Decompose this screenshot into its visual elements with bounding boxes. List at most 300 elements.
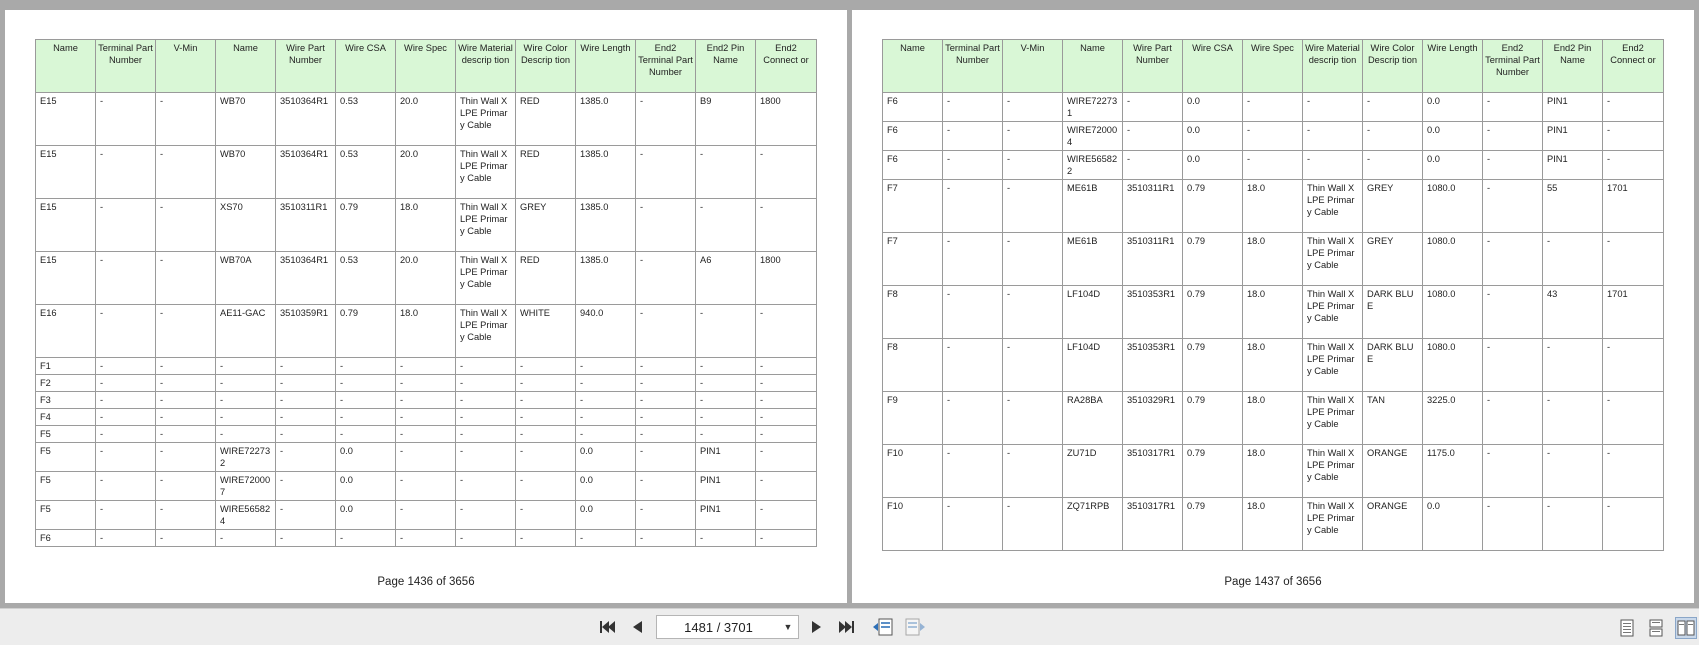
table-cell: WIRE722731 (1063, 93, 1123, 122)
table-cell: - (1543, 445, 1603, 498)
table-cell: - (576, 409, 636, 426)
table-cell: 1080.0 (1423, 286, 1483, 339)
table-header-row (36, 40, 817, 93)
table-cell: Thin Wall XLPE Primary Cable (456, 93, 516, 146)
table-cell: - (276, 375, 336, 392)
column-header: Wire Material descrip tion (456, 40, 516, 93)
table-cell: - (156, 93, 216, 146)
column-header: V-Min (1003, 40, 1063, 93)
table-cell: 18.0 (396, 199, 456, 252)
table-cell: - (636, 146, 696, 199)
table-cell: PIN1 (696, 472, 756, 501)
column-header: End2 Terminal Part Number (1483, 40, 1543, 93)
table-cell: 3510364R1 (276, 93, 336, 146)
table-cell: - (1603, 392, 1664, 445)
page-1436 (5, 10, 847, 603)
table-cell: - (456, 530, 516, 547)
table-cell: - (396, 530, 456, 547)
table-cell: Thin Wall XLPE Primary Cable (456, 199, 516, 252)
table-cell: 3510364R1 (276, 252, 336, 305)
table-cell: - (636, 472, 696, 501)
table-cell: Thin Wall XLPE Primary Cable (1303, 180, 1363, 233)
table-cell: - (96, 409, 156, 426)
table-cell: 0.53 (336, 252, 396, 305)
table-cell: 1385.0 (576, 93, 636, 146)
table-cell: WB70 (216, 146, 276, 199)
table-cell: 1701 (1603, 180, 1664, 233)
table-cell: F5 (36, 426, 96, 443)
table-cell: 3510353R1 (1123, 286, 1183, 339)
table-cell: - (756, 392, 817, 409)
table-cell: ORANGE (1363, 445, 1423, 498)
table-cell: - (96, 199, 156, 252)
table-cell: 1175.0 (1423, 445, 1483, 498)
table-row (36, 426, 817, 443)
last-page-icon[interactable] (836, 617, 858, 637)
table-row (883, 445, 1664, 498)
table-cell: 1385.0 (576, 199, 636, 252)
table-row (36, 530, 817, 547)
table-cell: - (456, 472, 516, 501)
table-cell: - (576, 392, 636, 409)
column-header: Wire Color Descrip tion (1363, 40, 1423, 93)
table-cell: - (96, 305, 156, 358)
table-cell: - (943, 122, 1003, 151)
table-cell: ZU71D (1063, 445, 1123, 498)
table-cell: - (756, 375, 817, 392)
table-cell: - (1243, 93, 1303, 122)
table-cell: - (156, 426, 216, 443)
table-cell: - (96, 146, 156, 199)
column-header: End2 Connect or (756, 40, 817, 93)
table-cell: - (396, 375, 456, 392)
table-cell: Thin Wall XLPE Primary Cable (456, 146, 516, 199)
table-cell: - (1363, 93, 1423, 122)
table-cell: - (1003, 233, 1063, 286)
table-cell: - (1483, 392, 1543, 445)
viewer-toolbar (0, 608, 1699, 645)
single-page-view-icon[interactable] (1617, 617, 1637, 639)
table-cell: - (276, 426, 336, 443)
table-cell: - (96, 426, 156, 443)
table-cell: 0.53 (336, 146, 396, 199)
table-cell: 0.0 (336, 472, 396, 501)
table-cell: 18.0 (1243, 445, 1303, 498)
table-cell: F6 (36, 530, 96, 547)
table-cell: - (1483, 93, 1543, 122)
table-cell: - (336, 426, 396, 443)
table-cell: - (336, 530, 396, 547)
table-cell: - (1303, 151, 1363, 180)
table-cell: - (756, 443, 817, 472)
table-cell: - (943, 93, 1003, 122)
table-cell: 3510359R1 (276, 305, 336, 358)
table-cell: 1080.0 (1423, 233, 1483, 286)
column-header: Wire Part Number (276, 40, 336, 93)
table-cell: - (156, 392, 216, 409)
column-header: Wire Length (1423, 40, 1483, 93)
table-cell: - (336, 358, 396, 375)
column-header: End2 Terminal Part Number (636, 40, 696, 93)
table-cell: 20.0 (396, 93, 456, 146)
table-cell: - (1003, 498, 1063, 551)
table-cell: F8 (883, 339, 943, 392)
column-header: Wire Length (576, 40, 636, 93)
table-cell: 0.0 (576, 443, 636, 472)
table-cell: 0.79 (1183, 339, 1243, 392)
table-cell: - (336, 392, 396, 409)
table-cell: - (576, 375, 636, 392)
page-number-input[interactable] (656, 615, 799, 639)
next-view-icon[interactable] (903, 617, 927, 637)
table-cell: - (456, 392, 516, 409)
table-cell: - (156, 146, 216, 199)
table-cell: 0.0 (1423, 151, 1483, 180)
table-cell: F4 (36, 409, 96, 426)
column-header: End2 Connect or (1603, 40, 1664, 93)
table-cell: - (516, 358, 576, 375)
table-cell: - (516, 472, 576, 501)
table-cell: - (1603, 233, 1664, 286)
table-cell: - (696, 426, 756, 443)
table-cell: Thin Wall XLPE Primary Cable (1303, 286, 1363, 339)
table-cell: - (156, 252, 216, 305)
table-row (883, 498, 1664, 551)
table-cell: F7 (883, 180, 943, 233)
table-cell: 1385.0 (576, 252, 636, 305)
table-cell: 1385.0 (576, 146, 636, 199)
table-cell: F7 (883, 233, 943, 286)
table-cell: 55 (1543, 180, 1603, 233)
table-cell: - (336, 409, 396, 426)
table-row (883, 392, 1664, 445)
table-cell: - (1483, 151, 1543, 180)
table-cell: - (636, 93, 696, 146)
column-header: End2 Pin Name (696, 40, 756, 93)
table-cell: WHITE (516, 305, 576, 358)
table-cell: - (396, 358, 456, 375)
table-cell: 1800 (756, 252, 817, 305)
continuous-view-icon[interactable] (1646, 617, 1666, 639)
table-row (883, 286, 1664, 339)
table-cell: - (756, 530, 817, 547)
table-cell: 18.0 (1243, 286, 1303, 339)
table-cell: - (396, 443, 456, 472)
table-cell: - (516, 426, 576, 443)
table-cell: GREY (1363, 180, 1423, 233)
column-header: Name (36, 40, 96, 93)
table-cell: - (636, 252, 696, 305)
column-header: Wire CSA (1183, 40, 1243, 93)
table-cell: - (276, 472, 336, 501)
table-cell: 0.0 (1183, 151, 1243, 180)
table-cell: - (96, 443, 156, 472)
table-cell: 18.0 (1243, 498, 1303, 551)
table-cell: - (96, 375, 156, 392)
table-cell: - (756, 146, 817, 199)
table-cell: - (156, 305, 216, 358)
table-cell: 18.0 (1243, 180, 1303, 233)
table-cell: 1701 (1603, 286, 1664, 339)
table-cell: - (276, 358, 336, 375)
table-cell: 0.79 (1183, 180, 1243, 233)
table-cell: WB70 (216, 93, 276, 146)
table-cell: - (943, 498, 1003, 551)
table-cell: LF104D (1063, 339, 1123, 392)
table-cell: - (216, 409, 276, 426)
table-cell: - (943, 445, 1003, 498)
table-cell: PIN1 (696, 501, 756, 530)
table-row (883, 339, 1664, 392)
table-cell: 0.79 (1183, 233, 1243, 286)
table-cell: - (276, 501, 336, 530)
table-cell: - (1123, 122, 1183, 151)
first-page-icon[interactable] (596, 617, 618, 637)
table-row (36, 443, 817, 472)
table-cell: Thin Wall XLPE Primary Cable (456, 305, 516, 358)
column-header: End2 Pin Name (1543, 40, 1603, 93)
table-cell: - (636, 305, 696, 358)
table-cell: WIRE565824 (216, 501, 276, 530)
table-cell: - (1483, 233, 1543, 286)
table-cell: 0.79 (336, 305, 396, 358)
table-row (883, 180, 1664, 233)
chevron-down-icon[interactable]: ▼ (783, 622, 793, 632)
table-cell: - (636, 392, 696, 409)
table-cell: B9 (696, 93, 756, 146)
table-cell: RED (516, 146, 576, 199)
table-cell: - (1003, 339, 1063, 392)
column-header: Name (216, 40, 276, 93)
column-header: Name (883, 40, 943, 93)
table-cell: F10 (883, 445, 943, 498)
previous-page-icon[interactable] (626, 617, 648, 637)
table-cell: - (696, 358, 756, 375)
table-row (883, 93, 1664, 122)
table-cell: - (636, 199, 696, 252)
table-cell: E15 (36, 93, 96, 146)
table-cell: Thin Wall XLPE Primary Cable (1303, 392, 1363, 445)
table-cell: - (1543, 233, 1603, 286)
table-cell: 940.0 (576, 305, 636, 358)
table-cell: 18.0 (1243, 339, 1303, 392)
table-cell: - (1243, 151, 1303, 180)
table-cell: WIRE722732 (216, 443, 276, 472)
table-row (36, 472, 817, 501)
table-cell: - (1003, 122, 1063, 151)
table-cell: WIRE720004 (1063, 122, 1123, 151)
table-cell: 3510311R1 (276, 199, 336, 252)
two-page-view-icon[interactable] (1675, 617, 1697, 639)
table-cell: 20.0 (396, 252, 456, 305)
table-cell: - (943, 151, 1003, 180)
table-cell: - (1543, 392, 1603, 445)
table-cell: - (1243, 122, 1303, 151)
table-cell: Thin Wall XLPE Primary Cable (1303, 233, 1363, 286)
table-cell: - (636, 358, 696, 375)
table-cell: - (96, 472, 156, 501)
table-cell: - (1003, 286, 1063, 339)
table-cell: - (636, 375, 696, 392)
table-cell: - (1483, 286, 1543, 339)
table-cell: 18.0 (1243, 392, 1303, 445)
table-cell: AE11-GAC (216, 305, 276, 358)
table-cell: - (696, 199, 756, 252)
table-cell: - (1003, 180, 1063, 233)
table-cell: - (216, 392, 276, 409)
table-cell: 3510317R1 (1123, 498, 1183, 551)
column-header: Wire CSA (336, 40, 396, 93)
table-cell: 3510311R1 (1123, 180, 1183, 233)
table-cell: - (1603, 445, 1664, 498)
column-header: Wire Color Descrip tion (516, 40, 576, 93)
table-cell: ZQ71RPB (1063, 498, 1123, 551)
table-cell: 3510353R1 (1123, 339, 1183, 392)
table-cell: DARK BLUE (1363, 286, 1423, 339)
column-header: Name (1063, 40, 1123, 93)
table-cell: - (943, 233, 1003, 286)
table-cell: 0.0 (1423, 498, 1483, 551)
table-cell: - (156, 501, 216, 530)
table-cell: WB70A (216, 252, 276, 305)
table-cell: - (1603, 498, 1664, 551)
wire-table-right (882, 39, 1664, 551)
table-cell: - (396, 409, 456, 426)
table-cell: 0.0 (336, 501, 396, 530)
table-cell: WIRE565822 (1063, 151, 1123, 180)
table-cell: Thin Wall XLPE Primary Cable (1303, 445, 1363, 498)
table-cell: - (1483, 122, 1543, 151)
table-cell: - (156, 530, 216, 547)
table-cell: - (276, 392, 336, 409)
table-cell: RED (516, 93, 576, 146)
table-cell: 0.79 (1183, 498, 1243, 551)
table-cell: - (1303, 122, 1363, 151)
table-cell: E15 (36, 199, 96, 252)
table-cell: GREY (1363, 233, 1423, 286)
table-cell: PIN1 (1543, 122, 1603, 151)
table-row (36, 501, 817, 530)
table-cell: - (1543, 339, 1603, 392)
table-cell: - (1123, 93, 1183, 122)
table-cell: 1080.0 (1423, 339, 1483, 392)
column-header: Wire Spec (396, 40, 456, 93)
table-cell: 18.0 (396, 305, 456, 358)
table-cell: - (696, 392, 756, 409)
table-cell: - (756, 305, 817, 358)
table-cell: - (516, 501, 576, 530)
table-cell: E16 (36, 305, 96, 358)
table-cell: 0.0 (1423, 93, 1483, 122)
table-cell: - (576, 358, 636, 375)
table-cell: DARK BLUE (1363, 339, 1423, 392)
table-cell: PIN1 (696, 443, 756, 472)
table-cell: - (276, 409, 336, 426)
table-cell: - (156, 443, 216, 472)
table-cell: 3510364R1 (276, 146, 336, 199)
table-cell: F6 (883, 122, 943, 151)
table-cell: - (1003, 93, 1063, 122)
previous-view-icon[interactable] (871, 617, 895, 637)
table-cell: XS70 (216, 199, 276, 252)
table-cell: - (636, 409, 696, 426)
table-row (883, 233, 1664, 286)
table-cell: - (1483, 498, 1543, 551)
table-cell: - (696, 305, 756, 358)
table-cell: - (756, 501, 817, 530)
table-row (36, 375, 817, 392)
table-cell: - (456, 375, 516, 392)
table-cell: - (1003, 151, 1063, 180)
table-cell: - (1603, 93, 1664, 122)
table-cell: 0.0 (576, 501, 636, 530)
next-page-icon[interactable] (806, 617, 828, 637)
table-cell: F10 (883, 498, 943, 551)
table-cell: ORANGE (1363, 498, 1423, 551)
table-cell: 3510329R1 (1123, 392, 1183, 445)
table-cell: - (336, 375, 396, 392)
table-cell: GREY (516, 199, 576, 252)
table-cell: - (1603, 151, 1664, 180)
table-cell: PIN1 (1543, 151, 1603, 180)
table-cell: F5 (36, 501, 96, 530)
table-cell: - (1003, 392, 1063, 445)
table-cell: A6 (696, 252, 756, 305)
table-cell: - (516, 392, 576, 409)
table-cell: - (516, 409, 576, 426)
table-cell: - (156, 358, 216, 375)
table-cell: - (636, 426, 696, 443)
table-cell: - (456, 409, 516, 426)
table-cell: - (696, 146, 756, 199)
table-cell: 0.79 (1183, 286, 1243, 339)
table-cell: - (576, 530, 636, 547)
table-cell: - (576, 426, 636, 443)
table-cell: - (396, 392, 456, 409)
table-cell: 0.79 (336, 199, 396, 252)
table-cell: - (636, 530, 696, 547)
table-row (36, 358, 817, 375)
wire-table-left (35, 39, 817, 547)
table-cell: RA28BA (1063, 392, 1123, 445)
table-cell: 0.0 (336, 443, 396, 472)
table-row (36, 93, 817, 146)
table-cell: 0.0 (1183, 122, 1243, 151)
table-cell: - (96, 530, 156, 547)
column-header: Wire Spec (1243, 40, 1303, 93)
table-cell: 3510311R1 (1123, 233, 1183, 286)
table-cell: Thin Wall XLPE Primary Cable (1303, 339, 1363, 392)
table-cell: ME61B (1063, 233, 1123, 286)
table-cell: F6 (883, 93, 943, 122)
table-cell: 0.79 (1183, 392, 1243, 445)
table-cell: - (156, 375, 216, 392)
table-cell: - (276, 443, 336, 472)
table-cell: 3225.0 (1423, 392, 1483, 445)
table-cell: - (96, 501, 156, 530)
table-cell: F3 (36, 392, 96, 409)
table-cell: F6 (883, 151, 943, 180)
table-cell: 20.0 (396, 146, 456, 199)
table-cell: F5 (36, 472, 96, 501)
page-number-label: Page 1437 of 3656 (1224, 576, 1322, 588)
table-header-row (883, 40, 1664, 93)
table-cell: - (756, 358, 817, 375)
table-cell: - (456, 443, 516, 472)
table-cell: - (756, 199, 817, 252)
table-cell: - (276, 530, 336, 547)
table-cell: - (1303, 93, 1363, 122)
